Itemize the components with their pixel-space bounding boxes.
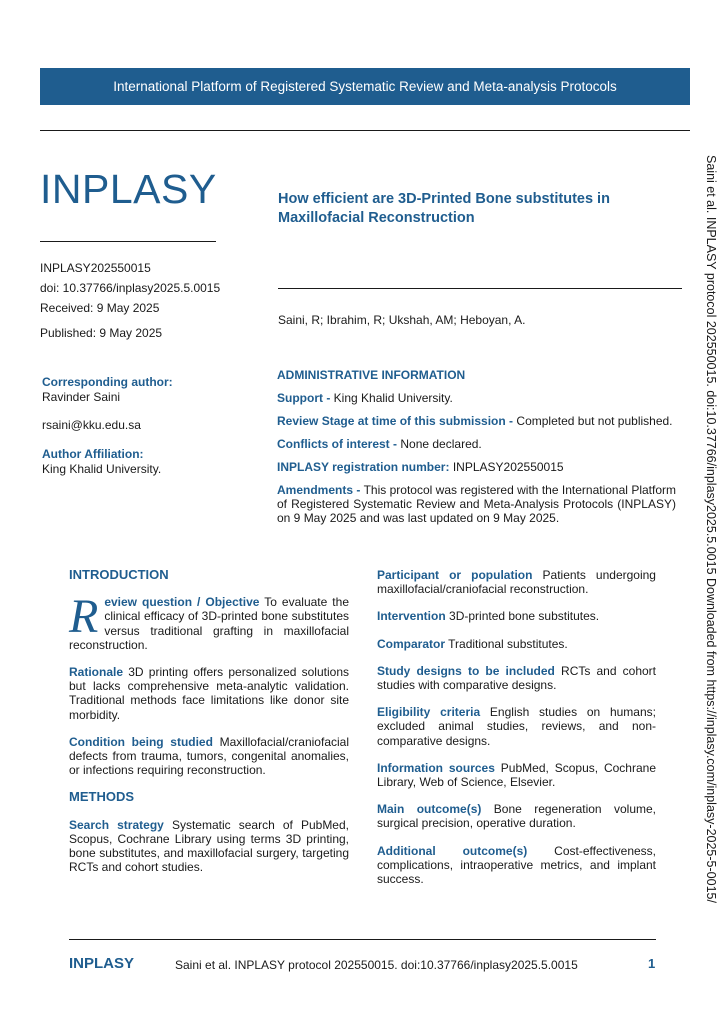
registration-number: INPLASY registration number: INPLASY202550015 <box>277 460 564 474</box>
administrative-information <box>277 368 676 534</box>
methods-heading: METHODS <box>69 789 134 805</box>
paper-title: How efficient are 3D-Printed Bone substitutes in Maxillofacial Reconstruction <box>278 191 610 226</box>
top-divider <box>40 130 690 131</box>
search-strategy: Search strategy Systematic search of PubMed, Scopus, Cochrane Library using terms 3D printing, bone substitutes, and maxillofacial surgery, targeting RCTs and cohort studies. <box>69 817 349 875</box>
corresponding-author-name: Ravinder Saini <box>42 390 121 404</box>
drop-cap: R <box>69 590 99 644</box>
additional-outcomes: Additional outcome(s) Cost-effectiveness, complications, intraoperative metrics, and implant success. <box>377 843 656 887</box>
corresponding-author-label: Corresponding author: <box>42 375 173 389</box>
rationale: Rationale 3D printing offers personalized solutions but lacks comprehensive meta-analytic validation. Traditional methods face limitations like donor site morbidity. <box>69 665 349 722</box>
review-question: Review question / Objective To evaluate the clinical efficacy of 3D-printed bone substitutes versus traditional grafting in maxillofacial reconstruction. <box>69 590 349 652</box>
corresponding-author-email[interactable]: rsaini@kku.edu.sa <box>42 418 141 432</box>
received-date: Received: 9 May 2025 <box>40 301 160 315</box>
conflicts-of-interest: Conflicts of interest - None declared. <box>277 437 482 451</box>
vertical-citation <box>700 155 720 903</box>
right-column <box>377 568 656 899</box>
amendments: Amendments - This protocol was registered with the International Platform of Registered Systematic Review and Meta-Analysis Protocols (INPLASY) on 9 May 2025 and was last updated on 9 May 2025. <box>277 483 677 525</box>
review-stage: Review Stage at time of this submission - Completed but not published. <box>277 414 673 428</box>
registration-id: INPLASY202550015 <box>40 261 151 275</box>
eligibility-criteria: Eligibility criteria English studies on humans; excluded animal studies, reviews, and non-comparative designs. <box>377 705 656 748</box>
intervention: Intervention 3D-printed bone substitutes. <box>377 609 600 624</box>
footer-citation: Saini et al. INPLASY protocol 202550015. doi:10.37766/inplasy2025.5.0015 <box>175 958 578 972</box>
logo-divider <box>40 241 216 242</box>
participant-population: Participant or population Patients undergoing maxillofacial/craniofacial reconstruction. <box>377 568 656 597</box>
authors: Saini, R; Ibrahim, R; Ukshah, AM; Heboyan, A. <box>278 313 526 327</box>
main-outcomes: Main outcome(s) Bone regeneration volume, surgical precision, operative duration. <box>377 802 656 831</box>
page-number: 1 <box>648 956 656 971</box>
vertical-citation-text: Saini et al. INPLASY protocol 202550015. doi:10.37766/inplasy2025.5.0015 Downloaded from https://inplasy.com/inplasy-2025-5-0015/ <box>704 155 718 903</box>
comparator: Comparator Traditional substitutes. <box>377 636 568 651</box>
condition-studied: Condition being studied Maxillofacial/craniofacial defects from trauma, tumors, congenital anomalies, or infections requiring reconstruction. <box>69 734 349 778</box>
published-date: Published: 9 May 2025 <box>40 326 163 340</box>
affiliation-label: Author Affiliation: <box>42 447 144 461</box>
affiliation: King Khalid University. <box>42 462 162 476</box>
support: Support - King Khalid University. <box>277 391 453 405</box>
title-divider <box>278 288 682 289</box>
admin-heading: ADMINISTRATIVE INFORMATION <box>277 368 466 382</box>
study-designs: Study designs to be included RCTs and cohort studies with comparative designs. <box>377 663 657 693</box>
information-sources: Information sources PubMed, Scopus, Cochrane Library, Web of Science, Elsevier. <box>377 760 656 790</box>
header-banner: International Platform of Registered Systematic Review and Meta-analysis Protocols <box>40 68 690 105</box>
left-column <box>69 568 349 887</box>
footer-logo: INPLASY <box>69 955 135 972</box>
doi[interactable]: doi: 10.37766/inplasy2025.5.0015 <box>40 281 221 295</box>
introduction-heading: INTRODUCTION <box>69 567 169 582</box>
inplasy-logo: INPLASY <box>40 166 217 212</box>
footer-divider <box>69 939 656 940</box>
